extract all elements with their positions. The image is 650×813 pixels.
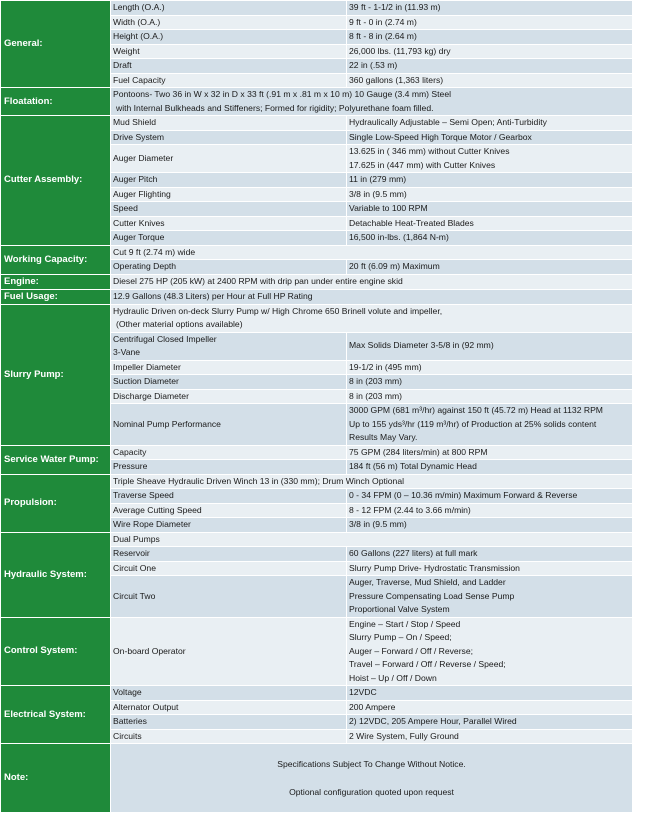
section-title: General: bbox=[1, 1, 111, 88]
spec-value: 3/8 in (9.5 mm) bbox=[347, 518, 633, 533]
spec-label: Circuits bbox=[111, 729, 347, 744]
spec-value-line: Travel – Forward / Off / Reverse / Speed; bbox=[349, 659, 506, 669]
spec-label: Fuel Capacity bbox=[111, 73, 347, 88]
section-title: Service Water Pump: bbox=[1, 445, 111, 474]
spec-full-value: 12.9 Gallons (48.3 Liters) per Hour at Full HP Rating bbox=[111, 289, 633, 304]
spec-label: Auger Flighting bbox=[111, 187, 347, 202]
spec-row bbox=[1, 617, 633, 686]
spec-value: Variable to 100 RPM bbox=[347, 202, 633, 217]
spec-label: Drive System bbox=[111, 130, 347, 145]
spec-full-line: with Internal Bulkheads and Stiffeners; Formed for rigidity; Polyurethane foam filled. bbox=[116, 102, 434, 113]
spec-label: Suction Diameter bbox=[111, 375, 347, 390]
spec-value: 184 ft (56 m) Total Dynamic Head bbox=[347, 460, 633, 475]
section-title: Floatation: bbox=[1, 88, 111, 116]
spec-full-value: Diesel 275 HP (205 kW) at 2400 RPM with drip pan under entire engine skid bbox=[111, 274, 633, 289]
spec-label: Speed bbox=[111, 202, 347, 217]
spec-label: Auger Diameter bbox=[111, 145, 347, 173]
spec-row bbox=[1, 744, 633, 813]
spec-label: Operating Depth bbox=[111, 260, 347, 275]
spec-label: Mud Shield bbox=[111, 116, 347, 131]
spec-value: 3/8 in (9.5 mm) bbox=[347, 187, 633, 202]
spec-value bbox=[347, 617, 633, 686]
spec-label: Alternator Output bbox=[111, 700, 347, 715]
spec-label: Nominal Pump Performance bbox=[111, 404, 347, 446]
spec-label: Width (O.A.) bbox=[111, 15, 347, 30]
spec-full-line: Pontoons- Two 36 in W x 32 in D x 33 ft (.91 m x .81 m x 10 m) 10 Gauge (3.4 mm) Steel bbox=[113, 89, 452, 99]
spec-label: Circuit One bbox=[111, 561, 347, 576]
spec-label: Length (O.A.) bbox=[111, 1, 347, 16]
spec-value: 2) 12VDC, 205 Ampere Hour, Parallel Wired bbox=[347, 715, 633, 730]
spec-value: 11 in (279 mm) bbox=[347, 173, 633, 188]
spec-row bbox=[1, 445, 633, 460]
section-title: Engine: bbox=[1, 274, 111, 289]
spec-value: 8 in (203 mm) bbox=[347, 389, 633, 404]
spec-label: Reservoir bbox=[111, 547, 347, 562]
spec-value: 19-1/2 in (495 mm) bbox=[347, 360, 633, 375]
spec-value-line: Results May Vary. bbox=[349, 432, 418, 442]
spec-value-line: Auger, Traverse, Mud Shield, and Ladder bbox=[349, 577, 506, 587]
spec-value-line: 13.625 in ( 346 mm) without Cutter Knives bbox=[349, 146, 510, 156]
spec-value: Slurry Pump Drive- Hydrostatic Transmission bbox=[347, 561, 633, 576]
spec-value: 39 ft - 1-1/2 in (11.93 m) bbox=[347, 1, 633, 16]
spec-value: 22 in (.53 m) bbox=[347, 59, 633, 74]
note-text bbox=[111, 744, 633, 813]
section-title: Working Capacity: bbox=[1, 245, 111, 274]
spec-full-line: Hydraulic Driven on-deck Slurry Pump w/ High Chrome 650 Brinell volute and impeller, bbox=[113, 305, 443, 316]
spec-row bbox=[1, 474, 633, 489]
spec-label: Auger Torque bbox=[111, 231, 347, 246]
spec-row bbox=[1, 304, 633, 332]
spec-value-line: 3000 GPM (681 m³/hr) against 150 ft (45.72 m) Head at 1132 RPM bbox=[349, 405, 603, 415]
spec-row bbox=[1, 274, 633, 289]
spec-full-value: Triple Sheave Hydraulic Driven Winch 13 in (330 mm); Drum Winch Optional bbox=[111, 474, 633, 489]
spec-value-line: Pressure Compensating Load Sense Pump bbox=[349, 590, 515, 601]
spec-label-line: 3-Vane bbox=[113, 347, 141, 357]
spec-row bbox=[1, 116, 633, 131]
note-line: Optional configuration quoted upon request bbox=[289, 787, 454, 797]
spec-label bbox=[111, 332, 347, 360]
spec-value: Single Low-Speed High Torque Motor / Gearbox bbox=[347, 130, 633, 145]
spec-value-line: 17.625 in (447 mm) with Cutter Knives bbox=[349, 159, 496, 170]
spec-label: Cutter Knives bbox=[111, 216, 347, 231]
spec-value: Max Solids Diameter 3-5/8 in (92 mm) bbox=[347, 332, 633, 360]
spec-label: Capacity bbox=[111, 445, 347, 460]
spec-value: 16,500 in-lbs. (1,864 N-m) bbox=[347, 231, 633, 246]
spec-value: 60 Gallons (227 liters) at full mark bbox=[347, 547, 633, 562]
spec-value: 8 in (203 mm) bbox=[347, 375, 633, 390]
spec-value: 26,000 lbs. (11,793 kg) dry bbox=[347, 44, 633, 59]
spec-full-value bbox=[111, 304, 633, 332]
spec-value: 75 GPM (284 liters/min) at 800 RPM bbox=[347, 445, 633, 460]
section-title: Propulsion: bbox=[1, 474, 111, 532]
section-title: Slurry Pump: bbox=[1, 304, 111, 445]
spec-row bbox=[1, 289, 633, 304]
spec-value-line: Up to 155 yds³/hr (119 m³/hr) of Production at 25% solids content bbox=[349, 418, 597, 429]
spec-value-line: Proportional Valve System bbox=[349, 604, 450, 614]
spec-label: Impeller Diameter bbox=[111, 360, 347, 375]
spec-full-value bbox=[111, 88, 633, 116]
spec-label: Draft bbox=[111, 59, 347, 74]
spec-full-value: Dual Pumps bbox=[111, 532, 633, 547]
note-line: Specifications Subject To Change Without Notice. bbox=[277, 759, 466, 769]
spec-label: Circuit Two bbox=[111, 576, 347, 618]
spec-value: 200 Ampere bbox=[347, 700, 633, 715]
spec-value: 360 gallons (1,363 liters) bbox=[347, 73, 633, 88]
spec-label: Wire Rope Diameter bbox=[111, 518, 347, 533]
spec-value: 0 - 34 FPM (0 – 10.36 m/min) Maximum Forward & Reverse bbox=[347, 489, 633, 504]
section-title: Fuel Usage: bbox=[1, 289, 111, 304]
spec-row bbox=[1, 686, 633, 701]
spec-label: Pressure bbox=[111, 460, 347, 475]
spec-full-line: (Other material options available) bbox=[116, 319, 243, 329]
spec-label-line: Centrifugal Closed Impeller bbox=[113, 333, 217, 344]
spec-value bbox=[347, 576, 633, 618]
note-line bbox=[113, 771, 630, 785]
section-title: Hydraulic System: bbox=[1, 532, 111, 617]
spec-value: 12VDC bbox=[347, 686, 633, 701]
spec-value-line: Engine – Start / Stop / Speed bbox=[349, 618, 461, 629]
section-title: Note: bbox=[1, 744, 111, 813]
spec-label: Average Cutting Speed bbox=[111, 503, 347, 518]
spec-label: Traverse Speed bbox=[111, 489, 347, 504]
spec-value bbox=[347, 404, 633, 446]
spec-value: Hydraulically Adjustable – Semi Open; Anti-Turbidity bbox=[347, 116, 633, 131]
spec-value: 20 ft (6.09 m) Maximum bbox=[347, 260, 633, 275]
spec-label: Batteries bbox=[111, 715, 347, 730]
section-title: Control System: bbox=[1, 617, 111, 686]
spec-value-line: Hoist – Up / Off / Down bbox=[349, 672, 437, 683]
spec-row bbox=[1, 88, 633, 116]
section-title: Cutter Assembly: bbox=[1, 116, 111, 246]
spec-value-line: Auger – Forward / Off / Reverse; bbox=[349, 645, 474, 656]
spec-value-line: Slurry Pump – On / Speed; bbox=[349, 632, 452, 642]
spec-label: On-board Operator bbox=[111, 617, 347, 686]
spec-label: Voltage bbox=[111, 686, 347, 701]
spec-label: Height (O.A.) bbox=[111, 30, 347, 45]
spec-value: Detachable Heat-Treated Blades bbox=[347, 216, 633, 231]
spec-full-value: Cut 9 ft (2.74 m) wide bbox=[111, 245, 633, 260]
spec-value: 8 - 12 FPM (2.44 to 3.66 m/min) bbox=[347, 503, 633, 518]
spec-value bbox=[347, 145, 633, 173]
spec-label: Weight bbox=[111, 44, 347, 59]
spec-label: Discharge Diameter bbox=[111, 389, 347, 404]
spec-value: 9 ft - 0 in (2.74 m) bbox=[347, 15, 633, 30]
spec-value: 2 Wire System, Fully Ground bbox=[347, 729, 633, 744]
spec-row bbox=[1, 532, 633, 547]
section-title: Electrical System: bbox=[1, 686, 111, 744]
spec-label: Auger Pitch bbox=[111, 173, 347, 188]
spec-row bbox=[1, 245, 633, 260]
spec-value: 8 ft - 8 in (2.64 m) bbox=[347, 30, 633, 45]
spec-row bbox=[1, 1, 633, 16]
